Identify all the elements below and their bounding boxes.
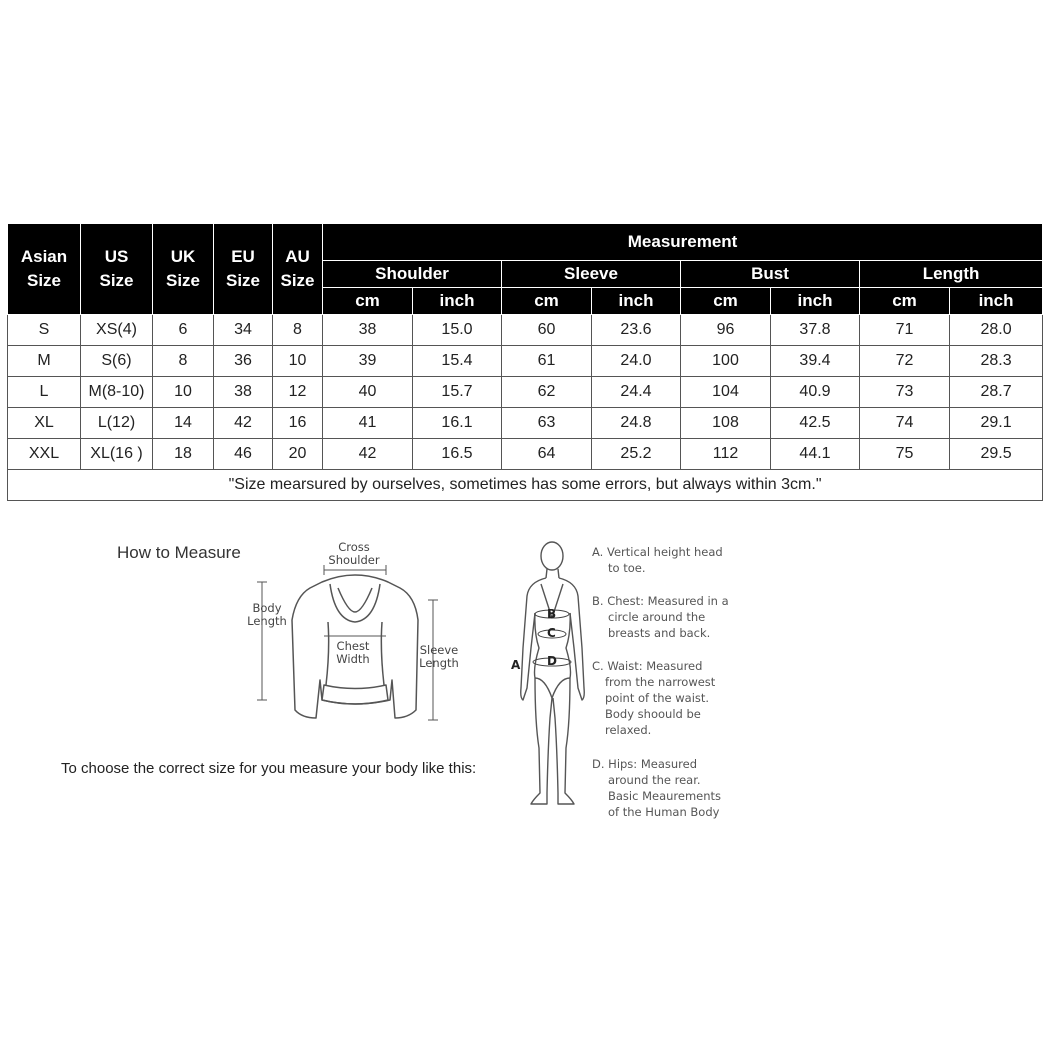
header-unit: cm — [502, 288, 592, 315]
table-cell: L — [8, 377, 81, 408]
table-row — [8, 315, 1043, 346]
size-chart-table — [7, 223, 1043, 501]
table-cell: 71 — [860, 315, 950, 346]
chest-width-label: Chest Width — [336, 639, 370, 666]
table-row — [8, 346, 1043, 377]
note-a: A. Vertical height head to toe. — [592, 545, 723, 575]
table-cell: 23.6 — [592, 315, 681, 346]
table-cell: 62 — [502, 377, 592, 408]
footnote-row — [8, 470, 1043, 501]
table-cell: 37.8 — [771, 315, 860, 346]
header-shoulder: Shoulder — [323, 261, 502, 288]
how-to-measure-title: How to Measure — [117, 543, 241, 562]
header-uk-size: UK Size — [153, 224, 214, 315]
table-cell: 14 — [153, 408, 214, 439]
table-cell: 15.0 — [413, 315, 502, 346]
table-cell: 38 — [323, 315, 413, 346]
header-asian-size: Asian Size — [8, 224, 81, 315]
footnote: "Size mearsured by ourselves, sometimes has some errors, but always within 3cm." — [8, 470, 1043, 501]
table-cell: S — [8, 315, 81, 346]
table-cell: 15.7 — [413, 377, 502, 408]
table-cell: XL(16 ) — [81, 439, 153, 470]
table-cell: 96 — [681, 315, 771, 346]
table-cell: 44.1 — [771, 439, 860, 470]
table-cell: 29.5 — [950, 439, 1043, 470]
table-cell: 112 — [681, 439, 771, 470]
header-unit: cm — [681, 288, 771, 315]
table-cell: XXL — [8, 439, 81, 470]
cross-shoulder-label: Cross Shoulder — [328, 540, 380, 567]
table-cell: 100 — [681, 346, 771, 377]
note-b: B. Chest: Measured in a circle around the breasts and back. — [592, 594, 729, 640]
table-cell: 15.4 — [413, 346, 502, 377]
table-cell: 20 — [273, 439, 323, 470]
choose-size-text: To choose the correct size for you measure your body like this: — [61, 760, 477, 777]
header-eu-size: EU Size — [214, 224, 273, 315]
table-row — [8, 377, 1043, 408]
header-sleeve: Sleeve — [502, 261, 681, 288]
table-cell: 39.4 — [771, 346, 860, 377]
table-cell: 25.2 — [592, 439, 681, 470]
table-cell: 41 — [323, 408, 413, 439]
header-unit: cm — [860, 288, 950, 315]
table-cell: 28.7 — [950, 377, 1043, 408]
table-cell: 64 — [502, 439, 592, 470]
table-cell: 8 — [273, 315, 323, 346]
table-cell: 16.1 — [413, 408, 502, 439]
table-cell: 10 — [273, 346, 323, 377]
header-unit: inch — [950, 288, 1043, 315]
table-cell: 28.0 — [950, 315, 1043, 346]
table-cell: 72 — [860, 346, 950, 377]
table-cell: 16 — [273, 408, 323, 439]
table-cell: 63 — [502, 408, 592, 439]
table-cell: 34 — [214, 315, 273, 346]
table-cell: S(6) — [81, 346, 153, 377]
table-cell: 38 — [214, 377, 273, 408]
table-cell: 108 — [681, 408, 771, 439]
table-row — [8, 439, 1043, 470]
note-d: D. Hips: Measured around the rear. Basic Meaurements of the Human Body — [592, 757, 722, 819]
header-length: Length — [860, 261, 1043, 288]
table-cell: 74 — [860, 408, 950, 439]
body-label-c: C — [547, 626, 556, 640]
table-cell: 42 — [214, 408, 273, 439]
sleeve-length-label: Sleeve Length — [419, 643, 459, 670]
table-cell: 6 — [153, 315, 214, 346]
note-c: C. Waist: Measured from the narrowest point of the waist. Body shoould be relaxed. — [592, 659, 716, 737]
table-cell: 10 — [153, 377, 214, 408]
table-cell: 42.5 — [771, 408, 860, 439]
body-diagram — [515, 538, 595, 810]
header-us-size: US Size — [81, 224, 153, 315]
table-cell: 24.8 — [592, 408, 681, 439]
table-body — [8, 315, 1043, 470]
table-cell: 73 — [860, 377, 950, 408]
table-cell: M — [8, 346, 81, 377]
table-cell: L(12) — [81, 408, 153, 439]
table-cell: XL — [8, 408, 81, 439]
table-cell: 28.3 — [950, 346, 1043, 377]
table-row — [8, 408, 1043, 439]
table-cell: 46 — [214, 439, 273, 470]
table-cell: 42 — [323, 439, 413, 470]
table-cell: 18 — [153, 439, 214, 470]
table-cell: 40 — [323, 377, 413, 408]
body-label-a: A — [511, 658, 521, 672]
header-unit: inch — [771, 288, 860, 315]
table-cell: 24.4 — [592, 377, 681, 408]
body-length-label: Body Length — [247, 601, 287, 628]
table-cell: 36 — [214, 346, 273, 377]
table-cell: 104 — [681, 377, 771, 408]
table-cell: M(8-10) — [81, 377, 153, 408]
table-cell: 29.1 — [950, 408, 1043, 439]
header-au-size: AU Size — [273, 224, 323, 315]
table-header — [8, 224, 1043, 315]
header-unit: cm — [323, 288, 413, 315]
body-label-d: D — [547, 654, 557, 668]
header-unit: inch — [592, 288, 681, 315]
body-label-b: B — [547, 607, 557, 621]
table-cell: 75 — [860, 439, 950, 470]
table-cell: XS(4) — [81, 315, 153, 346]
table-cell: 60 — [502, 315, 592, 346]
table-cell: 24.0 — [592, 346, 681, 377]
table-cell: 40.9 — [771, 377, 860, 408]
table-cell: 61 — [502, 346, 592, 377]
header-measurement: Measurement — [323, 224, 1043, 261]
table-cell: 8 — [153, 346, 214, 377]
table-cell: 39 — [323, 346, 413, 377]
header-bust: Bust — [681, 261, 860, 288]
header-unit: inch — [413, 288, 502, 315]
table-cell: 16.5 — [413, 439, 502, 470]
table-cell: 12 — [273, 377, 323, 408]
